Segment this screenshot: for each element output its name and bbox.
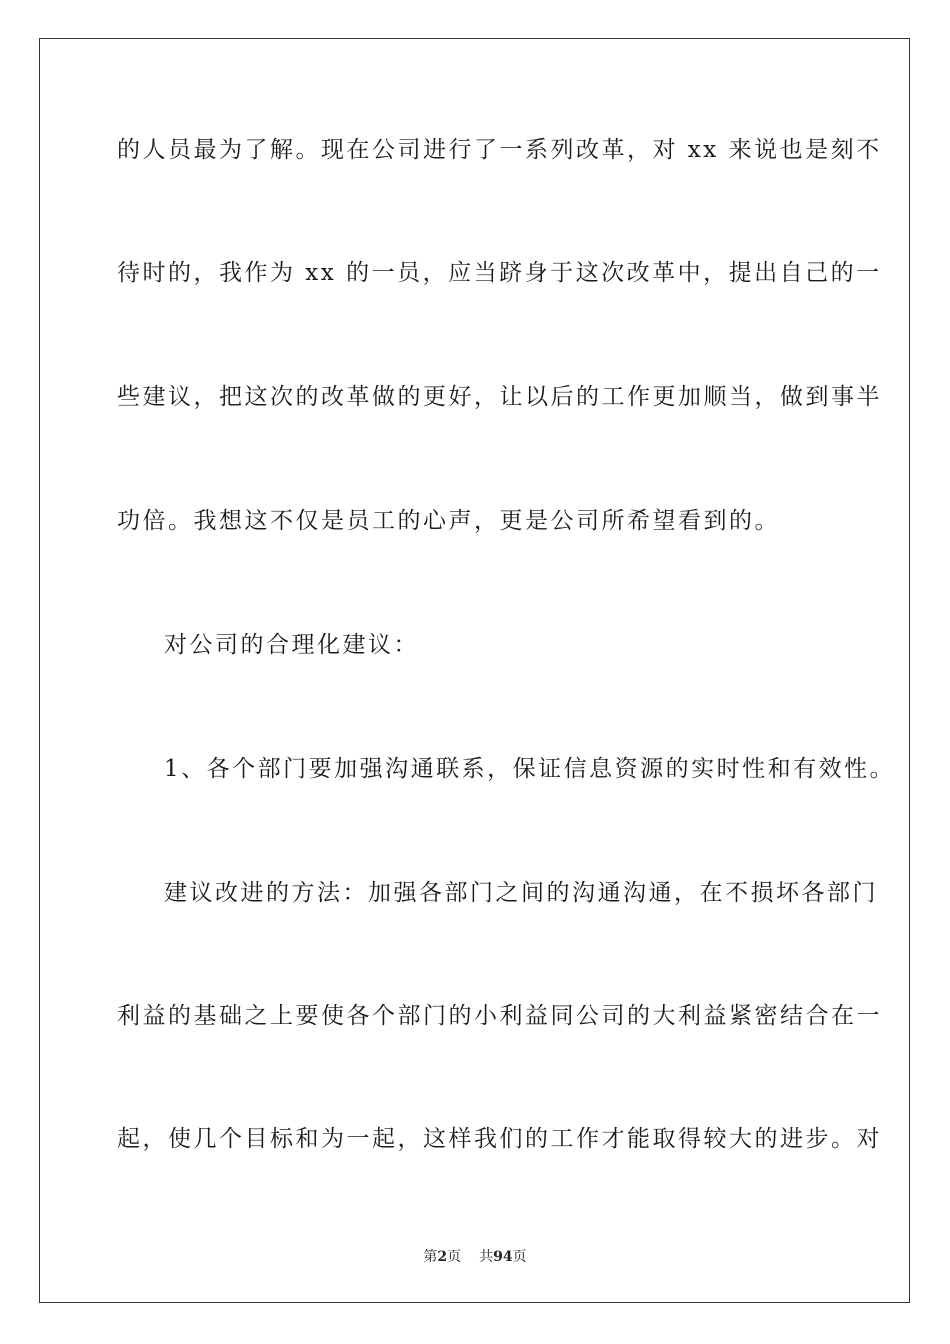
footer-page-number: 2 (437, 1249, 448, 1265)
footer-page-prefix: 第 (423, 1249, 438, 1265)
body-line-2: 待时的，我作为 xx 的一员，应当跻身于这次改革中，提出自己的一 (117, 260, 882, 286)
footer-total-prefix: 共 (479, 1249, 494, 1265)
body-line-3: 些建议，把这次的改革做的更好，让以后的工作更加顺当，做到事半 (117, 384, 882, 410)
section-heading: 对公司的合理化建议： (164, 632, 419, 658)
footer-page-suffix: 页 (447, 1249, 462, 1265)
body-line-1: 的人员最为了解。现在公司进行了一系列改革，对 xx 来说也是刻不 (117, 137, 882, 163)
list-item-1: 1、各个部门要加强沟通联系，保证信息资源的实时性和有效性。 (164, 756, 896, 782)
footer-total-suffix: 页 (512, 1249, 527, 1265)
body-line-9: 起，使几个目标和为一起，这样我们的工作才能取得较大的进步。对 (117, 1126, 882, 1152)
footer-total-pages: 94 (493, 1249, 513, 1265)
body-line-7: 建议改进的方法：加强各部门之间的沟通沟通，在不损坏各部门 (164, 880, 878, 906)
body-line-8: 利益的基础之上要使各个部门的小利益同公司的大利益紧密结合在一 (117, 1003, 882, 1029)
page-footer (0, 1248, 950, 1266)
page-border (39, 38, 910, 1303)
body-line-4: 功倍。我想这不仅是员工的心声，更是公司所希望看到的。 (117, 508, 780, 534)
